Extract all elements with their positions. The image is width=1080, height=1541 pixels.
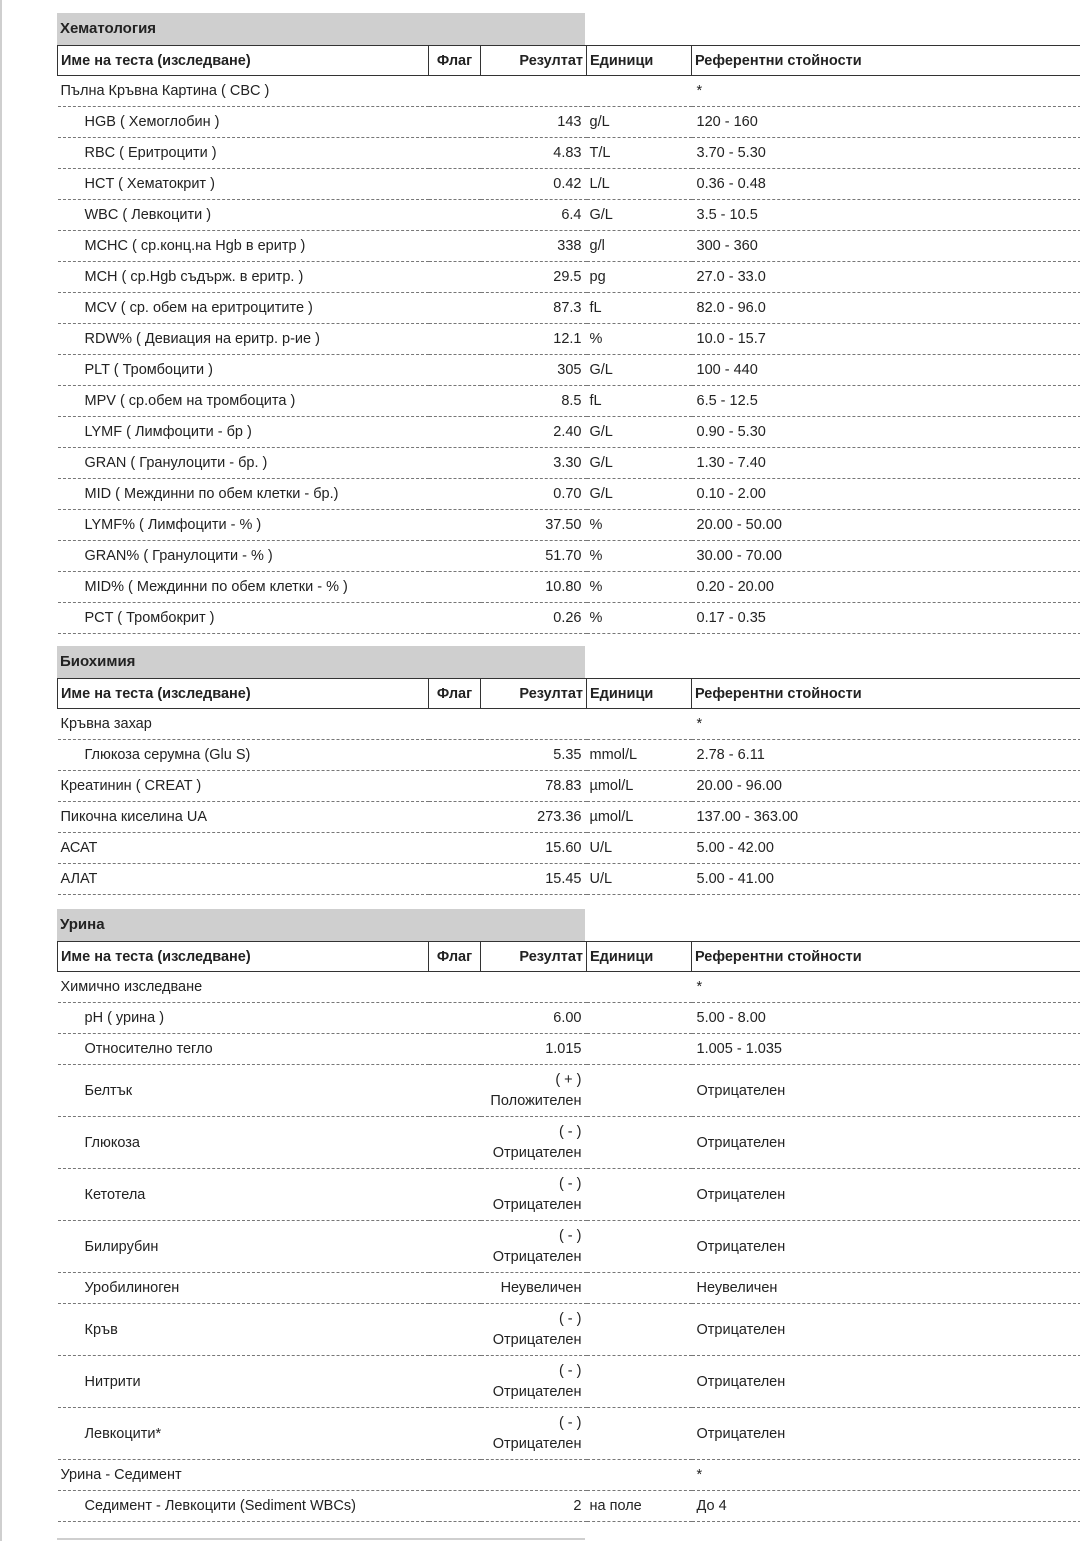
units-value bbox=[587, 1003, 692, 1034]
units-value: % bbox=[587, 541, 692, 572]
result-text: ( - ) bbox=[558, 1175, 582, 1192]
table-row bbox=[58, 864, 1080, 895]
result-value bbox=[481, 1460, 587, 1491]
flag-cell bbox=[429, 1221, 481, 1273]
table-row bbox=[58, 771, 1080, 802]
column-header-name: Име на теста (изследване) bbox=[58, 942, 429, 972]
table-row bbox=[58, 740, 1080, 771]
result-text: Неувеличен bbox=[500, 1279, 582, 1296]
test-name: PLT ( Тромбоцити ) bbox=[58, 355, 429, 386]
result-value bbox=[481, 1408, 587, 1460]
reference-range: 0.10 - 2.00 bbox=[692, 479, 1080, 510]
units-value: mmol/L bbox=[587, 740, 692, 771]
table-row bbox=[58, 709, 1080, 740]
table-row bbox=[58, 1408, 1080, 1460]
result-text-line2: Положителен bbox=[490, 1092, 582, 1109]
result-value bbox=[481, 1065, 587, 1117]
test-name: Левкоцити* bbox=[58, 1408, 429, 1460]
result-text: 305 bbox=[557, 361, 582, 378]
units-value: на поле bbox=[587, 1491, 692, 1522]
table-body bbox=[58, 972, 1080, 1522]
test-name: Белтък bbox=[58, 1065, 429, 1117]
units-value: g/l bbox=[587, 231, 692, 262]
test-name: WBC ( Левкоцити ) bbox=[58, 200, 429, 231]
reference-range: 0.36 - 0.48 bbox=[692, 169, 1080, 200]
result-value bbox=[481, 972, 587, 1003]
table-row bbox=[58, 572, 1080, 603]
result-value bbox=[481, 448, 587, 479]
reference-range: Отрицателен bbox=[692, 1408, 1080, 1460]
result-text: 51.70 bbox=[545, 547, 582, 564]
table-row bbox=[58, 262, 1080, 293]
table-row bbox=[58, 138, 1080, 169]
result-text: 6.00 bbox=[553, 1009, 582, 1026]
result-text: 37.50 bbox=[545, 516, 582, 533]
test-name: Кръв bbox=[58, 1304, 429, 1356]
result-value bbox=[481, 1273, 587, 1304]
result-value bbox=[481, 76, 587, 107]
flag-cell bbox=[429, 1003, 481, 1034]
test-name: Кръвна захар bbox=[58, 709, 429, 740]
result-value bbox=[481, 510, 587, 541]
test-name: MID% ( Междинни по обем клетки - % ) bbox=[58, 572, 429, 603]
flag-cell bbox=[429, 262, 481, 293]
flag-cell bbox=[429, 1408, 481, 1460]
results-table bbox=[57, 678, 1080, 895]
reference-range: 5.00 - 42.00 bbox=[692, 833, 1080, 864]
result-value bbox=[481, 293, 587, 324]
result-text: 143 bbox=[557, 113, 582, 130]
next-section-edge bbox=[57, 1538, 585, 1540]
table-row bbox=[58, 972, 1080, 1003]
table-row bbox=[58, 479, 1080, 510]
test-name: Пълна Кръвна Картина ( CBC ) bbox=[58, 76, 429, 107]
reference-range: * bbox=[692, 1460, 1080, 1491]
reference-range: 1.30 - 7.40 bbox=[692, 448, 1080, 479]
units-value bbox=[587, 76, 692, 107]
result-text: 0.42 bbox=[553, 175, 582, 192]
test-name: Относително тегло bbox=[58, 1034, 429, 1065]
reference-range: 3.5 - 10.5 bbox=[692, 200, 1080, 231]
flag-cell bbox=[429, 76, 481, 107]
reference-range: Отрицателен bbox=[692, 1117, 1080, 1169]
reference-range: 20.00 - 96.00 bbox=[692, 771, 1080, 802]
test-name: LYMF% ( Лимфоцити - % ) bbox=[58, 510, 429, 541]
table-header-row bbox=[58, 942, 1080, 972]
reference-range: Отрицателен bbox=[692, 1169, 1080, 1221]
table-row bbox=[58, 231, 1080, 262]
units-value: g/L bbox=[587, 107, 692, 138]
column-header-flag: Флаг bbox=[429, 679, 481, 709]
table-row bbox=[58, 169, 1080, 200]
column-header-flag: Флаг bbox=[429, 942, 481, 972]
units-value bbox=[587, 1460, 692, 1491]
result-text: 4.83 bbox=[553, 144, 582, 161]
test-name: PCT ( Тромбокрит ) bbox=[58, 603, 429, 634]
result-value bbox=[481, 1491, 587, 1522]
flag-cell bbox=[429, 1065, 481, 1117]
units-value bbox=[587, 1304, 692, 1356]
reference-range: 300 - 360 bbox=[692, 231, 1080, 262]
table-row bbox=[58, 1003, 1080, 1034]
result-value bbox=[481, 771, 587, 802]
result-value bbox=[481, 169, 587, 200]
test-name: MCH ( ср.Hgb съдърж. в еритр. ) bbox=[58, 262, 429, 293]
result-text: 78.83 bbox=[545, 777, 582, 794]
section-urine bbox=[57, 909, 1080, 1522]
test-name: HGB ( Хемоглобин ) bbox=[58, 107, 429, 138]
result-value bbox=[481, 1356, 587, 1408]
test-name: MCV ( ср. обем на еритроцитите ) bbox=[58, 293, 429, 324]
flag-cell bbox=[429, 802, 481, 833]
section-hematology bbox=[57, 13, 1080, 634]
result-value bbox=[481, 138, 587, 169]
result-text: ( - ) bbox=[558, 1227, 582, 1244]
test-name: pH ( урина ) bbox=[58, 1003, 429, 1034]
units-value: G/L bbox=[587, 448, 692, 479]
flag-cell bbox=[429, 972, 481, 1003]
test-name: MPV ( ср.обем на тромбоцита ) bbox=[58, 386, 429, 417]
units-value: fL bbox=[587, 293, 692, 324]
result-text: ( - ) bbox=[558, 1362, 582, 1379]
flag-cell bbox=[429, 169, 481, 200]
column-header-name: Име на теста (изследване) bbox=[58, 679, 429, 709]
result-text: 1.015 bbox=[545, 1040, 582, 1057]
reference-range: 5.00 - 41.00 bbox=[692, 864, 1080, 895]
table-row bbox=[58, 417, 1080, 448]
table-row bbox=[58, 324, 1080, 355]
table-row bbox=[58, 510, 1080, 541]
result-value bbox=[481, 200, 587, 231]
flag-cell bbox=[429, 1491, 481, 1522]
test-name: Глюкоза серумна (Glu S) bbox=[58, 740, 429, 771]
reference-range: 2.78 - 6.11 bbox=[692, 740, 1080, 771]
reference-range: 3.70 - 5.30 bbox=[692, 138, 1080, 169]
units-value bbox=[587, 1065, 692, 1117]
reference-range: 10.0 - 15.7 bbox=[692, 324, 1080, 355]
flag-cell bbox=[429, 740, 481, 771]
reference-range: Отрицателен bbox=[692, 1221, 1080, 1273]
test-name: АСАТ bbox=[58, 833, 429, 864]
result-value bbox=[481, 833, 587, 864]
result-text: 12.1 bbox=[553, 330, 582, 347]
table-row bbox=[58, 1221, 1080, 1273]
left-border bbox=[0, 0, 2, 1541]
flag-cell bbox=[429, 107, 481, 138]
result-value bbox=[481, 324, 587, 355]
flag-cell bbox=[429, 1273, 481, 1304]
section-title: Биохимия bbox=[57, 646, 585, 678]
result-value bbox=[481, 231, 587, 262]
flag-cell bbox=[429, 324, 481, 355]
table-row bbox=[58, 200, 1080, 231]
units-value bbox=[587, 1356, 692, 1408]
test-name: HCT ( Хематокрит ) bbox=[58, 169, 429, 200]
result-value bbox=[481, 1304, 587, 1356]
test-name: Креатинин ( CREAT ) bbox=[58, 771, 429, 802]
flag-cell bbox=[429, 200, 481, 231]
flag-cell bbox=[429, 386, 481, 417]
result-text-line2: Отрицателен bbox=[492, 1435, 582, 1452]
result-value bbox=[481, 802, 587, 833]
table-body bbox=[58, 76, 1080, 634]
column-header-units: Единици bbox=[587, 46, 692, 76]
result-text-line2: Отрицателен bbox=[492, 1248, 582, 1265]
result-text: ( - ) bbox=[558, 1414, 582, 1431]
flag-cell bbox=[429, 448, 481, 479]
test-name: MCHC ( ср.конц.на Hgb в еритр ) bbox=[58, 231, 429, 262]
flag-cell bbox=[429, 541, 481, 572]
reference-range: 27.0 - 33.0 bbox=[692, 262, 1080, 293]
result-value bbox=[481, 864, 587, 895]
result-text: 15.45 bbox=[545, 870, 582, 887]
table-row bbox=[58, 1304, 1080, 1356]
reference-range: 1.005 - 1.035 bbox=[692, 1034, 1080, 1065]
units-value bbox=[587, 1221, 692, 1273]
units-value: fL bbox=[587, 386, 692, 417]
test-name: Кетотела bbox=[58, 1169, 429, 1221]
results-table bbox=[57, 45, 1080, 634]
result-value bbox=[481, 740, 587, 771]
result-text: 2.40 bbox=[553, 423, 582, 440]
flag-cell bbox=[429, 709, 481, 740]
section-title: Урина bbox=[57, 909, 585, 941]
table-row bbox=[58, 107, 1080, 138]
column-header-reference: Референтни стойности bbox=[692, 679, 1080, 709]
units-value: L/L bbox=[587, 169, 692, 200]
test-name: Нитрити bbox=[58, 1356, 429, 1408]
column-header-units: Единици bbox=[587, 942, 692, 972]
table-row bbox=[58, 833, 1080, 864]
reference-range: 100 - 440 bbox=[692, 355, 1080, 386]
reference-range: Отрицателен bbox=[692, 1065, 1080, 1117]
result-text-line2: Отрицателен bbox=[492, 1196, 582, 1213]
flag-cell bbox=[429, 231, 481, 262]
table-row bbox=[58, 1491, 1080, 1522]
test-name: MID ( Междинни по обем клетки - бр.) bbox=[58, 479, 429, 510]
table-body bbox=[58, 709, 1080, 895]
result-value bbox=[481, 479, 587, 510]
flag-cell bbox=[429, 510, 481, 541]
units-value bbox=[587, 1273, 692, 1304]
flag-cell bbox=[429, 1169, 481, 1221]
result-value bbox=[481, 541, 587, 572]
result-value bbox=[481, 1169, 587, 1221]
flag-cell bbox=[429, 1117, 481, 1169]
table-header-row bbox=[58, 679, 1080, 709]
result-value bbox=[481, 709, 587, 740]
table-row bbox=[58, 448, 1080, 479]
column-header-units: Единици bbox=[587, 679, 692, 709]
table-row bbox=[58, 802, 1080, 833]
test-name: Уробилиноген bbox=[58, 1273, 429, 1304]
result-value bbox=[481, 107, 587, 138]
units-value: µmol/L bbox=[587, 802, 692, 833]
units-value: % bbox=[587, 572, 692, 603]
result-text: 3.30 bbox=[553, 454, 582, 471]
table-row bbox=[58, 76, 1080, 107]
test-name: Химично изследване bbox=[58, 972, 429, 1003]
reference-range: 5.00 - 8.00 bbox=[692, 1003, 1080, 1034]
table-row bbox=[58, 1117, 1080, 1169]
result-value bbox=[481, 572, 587, 603]
reference-range: Отрицателен bbox=[692, 1304, 1080, 1356]
column-header-name: Име на теста (изследване) bbox=[58, 46, 429, 76]
reference-range: 20.00 - 50.00 bbox=[692, 510, 1080, 541]
result-text: ( - ) bbox=[558, 1123, 582, 1140]
units-value: G/L bbox=[587, 355, 692, 386]
units-value: G/L bbox=[587, 417, 692, 448]
units-value: µmol/L bbox=[587, 771, 692, 802]
test-name: Глюкоза bbox=[58, 1117, 429, 1169]
table-row bbox=[58, 293, 1080, 324]
result-text: 8.5 bbox=[561, 392, 582, 409]
result-value bbox=[481, 1003, 587, 1034]
result-value bbox=[481, 1117, 587, 1169]
units-value: % bbox=[587, 603, 692, 634]
reference-range: 0.20 - 20.00 bbox=[692, 572, 1080, 603]
test-name: Билирубин bbox=[58, 1221, 429, 1273]
units-value bbox=[587, 1034, 692, 1065]
test-name: АЛАТ bbox=[58, 864, 429, 895]
flag-cell bbox=[429, 833, 481, 864]
test-name: Пикочна киселина UA bbox=[58, 802, 429, 833]
table-row bbox=[58, 355, 1080, 386]
result-text-line2: Отрицателен bbox=[492, 1383, 582, 1400]
table-row bbox=[58, 386, 1080, 417]
table-row bbox=[58, 603, 1080, 634]
flag-cell bbox=[429, 417, 481, 448]
test-name: Урина - Седимент bbox=[58, 1460, 429, 1491]
result-value bbox=[481, 603, 587, 634]
result-text: 15.60 bbox=[545, 839, 582, 856]
test-name: GRAN% ( Гранулоцити - % ) bbox=[58, 541, 429, 572]
result-text: 0.70 bbox=[553, 485, 582, 502]
reference-range: 30.00 - 70.00 bbox=[692, 541, 1080, 572]
column-header-reference: Референтни стойности bbox=[692, 46, 1080, 76]
table-row bbox=[58, 1460, 1080, 1491]
reference-range: * bbox=[692, 972, 1080, 1003]
flag-cell bbox=[429, 572, 481, 603]
flag-cell bbox=[429, 1356, 481, 1408]
result-value bbox=[481, 417, 587, 448]
column-header-reference: Референтни стойности bbox=[692, 942, 1080, 972]
reference-range: Неувеличен bbox=[692, 1273, 1080, 1304]
table-row bbox=[58, 1065, 1080, 1117]
table-header-row bbox=[58, 46, 1080, 76]
reference-range: 0.90 - 5.30 bbox=[692, 417, 1080, 448]
units-value bbox=[587, 1408, 692, 1460]
table-row bbox=[58, 1273, 1080, 1304]
units-value bbox=[587, 1169, 692, 1221]
reference-range: 6.5 - 12.5 bbox=[692, 386, 1080, 417]
flag-cell bbox=[429, 1460, 481, 1491]
reference-range: * bbox=[692, 709, 1080, 740]
result-value bbox=[481, 1221, 587, 1273]
result-text: 5.35 bbox=[553, 746, 582, 763]
table-row bbox=[58, 1356, 1080, 1408]
test-name: GRAN ( Гранулоцити - бр. ) bbox=[58, 448, 429, 479]
flag-cell bbox=[429, 864, 481, 895]
result-text-line2: Отрицателен bbox=[492, 1144, 582, 1161]
result-text: 0.26 bbox=[553, 609, 582, 626]
units-value bbox=[587, 1117, 692, 1169]
flag-cell bbox=[429, 771, 481, 802]
flag-cell bbox=[429, 603, 481, 634]
flag-cell bbox=[429, 479, 481, 510]
reference-range: * bbox=[692, 76, 1080, 107]
units-value: U/L bbox=[587, 833, 692, 864]
section-title: Хематология bbox=[57, 13, 585, 45]
units-value: G/L bbox=[587, 479, 692, 510]
reference-range: 0.17 - 0.35 bbox=[692, 603, 1080, 634]
result-text: 29.5 bbox=[553, 268, 582, 285]
reference-range: Отрицателен bbox=[692, 1356, 1080, 1408]
result-value bbox=[481, 386, 587, 417]
test-name: LYMF ( Лимфоцити - бр ) bbox=[58, 417, 429, 448]
flag-cell bbox=[429, 355, 481, 386]
result-text: 6.4 bbox=[561, 206, 582, 223]
units-value: % bbox=[587, 510, 692, 541]
section-biochemistry bbox=[57, 646, 1080, 895]
column-header-result: Резултат bbox=[481, 679, 587, 709]
units-value: T/L bbox=[587, 138, 692, 169]
units-value: U/L bbox=[587, 864, 692, 895]
result-text-line2: Отрицателен bbox=[492, 1331, 582, 1348]
test-name: RBC ( Еритроцити ) bbox=[58, 138, 429, 169]
column-header-flag: Флаг bbox=[429, 46, 481, 76]
units-value bbox=[587, 709, 692, 740]
units-value: G/L bbox=[587, 200, 692, 231]
test-name: RDW% ( Девиация на еритр. р-ие ) bbox=[58, 324, 429, 355]
result-text: 10.80 bbox=[545, 578, 582, 595]
result-text: 2 bbox=[573, 1497, 582, 1514]
reference-range: 137.00 - 363.00 bbox=[692, 802, 1080, 833]
reference-range: 120 - 160 bbox=[692, 107, 1080, 138]
flag-cell bbox=[429, 1034, 481, 1065]
table-row bbox=[58, 1169, 1080, 1221]
result-text: 273.36 bbox=[537, 808, 582, 825]
reference-range: До 4 bbox=[692, 1491, 1080, 1522]
column-header-result: Резултат bbox=[481, 46, 587, 76]
units-value bbox=[587, 972, 692, 1003]
table-row bbox=[58, 1034, 1080, 1065]
reference-range: 82.0 - 96.0 bbox=[692, 293, 1080, 324]
units-value: % bbox=[587, 324, 692, 355]
units-value: pg bbox=[587, 262, 692, 293]
test-name: Седимент - Левкоцити (Sediment WBCs) bbox=[58, 1491, 429, 1522]
column-header-result: Резултат bbox=[481, 942, 587, 972]
flag-cell bbox=[429, 1304, 481, 1356]
flag-cell bbox=[429, 138, 481, 169]
result-text: ( - ) bbox=[558, 1310, 582, 1327]
result-value bbox=[481, 262, 587, 293]
table-row bbox=[58, 541, 1080, 572]
results-table bbox=[57, 941, 1080, 1522]
result-value bbox=[481, 1034, 587, 1065]
result-text: 87.3 bbox=[553, 299, 582, 316]
result-text: 338 bbox=[557, 237, 582, 254]
flag-cell bbox=[429, 293, 481, 324]
result-value bbox=[481, 355, 587, 386]
result-text: ( + ) bbox=[555, 1071, 582, 1088]
